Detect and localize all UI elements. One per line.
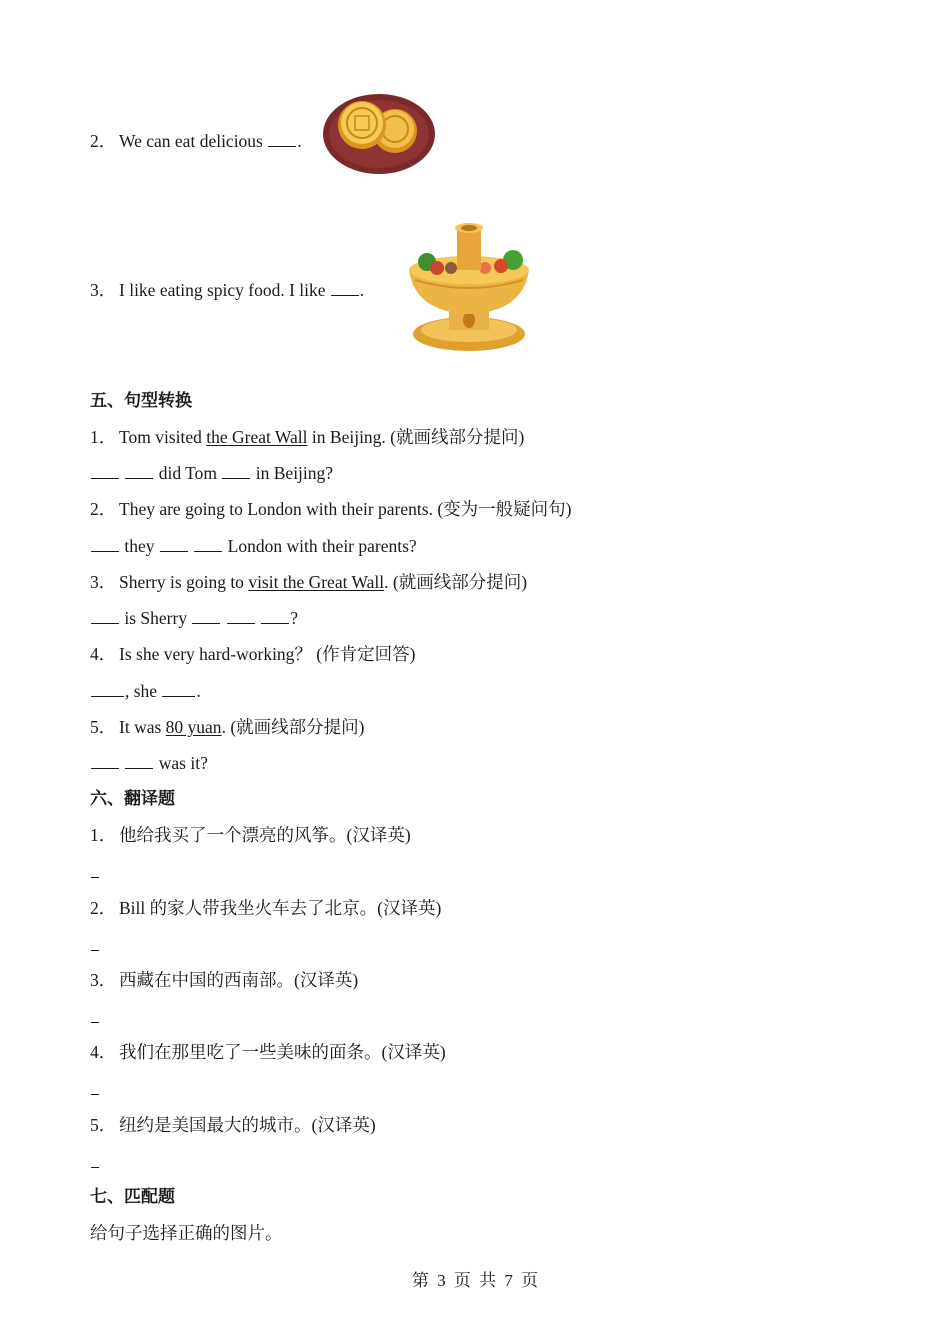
answer-blank[interactable] xyxy=(91,608,119,624)
underlined-phrase: 80 yuan xyxy=(165,717,222,737)
question-number: 3． xyxy=(90,572,117,592)
question-number: 2． xyxy=(90,898,117,918)
question-end: . xyxy=(359,280,365,300)
question-5-2 xyxy=(90,498,571,520)
question-6-5 xyxy=(90,1114,376,1136)
question-text: 西藏在中国的西南部。(汉译英) xyxy=(119,970,359,990)
section-7-instruction: 给句子选择正确的图片。 xyxy=(90,1223,283,1243)
answer-blank[interactable] xyxy=(331,280,359,296)
answer-text: , she xyxy=(125,681,162,701)
answer-5-4 xyxy=(90,680,201,702)
answer-5-1 xyxy=(90,462,333,484)
question-number: 4． xyxy=(90,644,117,664)
question-5-4 xyxy=(90,643,415,665)
answer-text: is Sherry xyxy=(120,608,192,628)
answer-blank[interactable] xyxy=(268,131,296,147)
question-4-2 xyxy=(90,130,302,152)
answer-text: did Tom xyxy=(154,463,222,483)
question-5-3 xyxy=(90,571,527,593)
answer-blank[interactable] xyxy=(222,463,250,479)
answer-blank[interactable] xyxy=(227,608,255,624)
answer-text: London with their parents? xyxy=(223,536,417,556)
answer-5-5 xyxy=(90,752,208,774)
question-5-5 xyxy=(90,716,364,738)
question-text: We can eat delicious xyxy=(119,131,268,151)
answer-blank[interactable] xyxy=(194,536,222,552)
question-text: 他给我买了一个漂亮的风筝。(汉译英) xyxy=(119,825,411,845)
question-number: 1． xyxy=(90,825,117,845)
question-text: Bill 的家人带我坐火车去了北京。(汉译英) xyxy=(119,898,442,918)
question-text: They are going to London with their parents. (变为一般疑问句) xyxy=(119,499,572,519)
question-number: 5． xyxy=(90,717,117,737)
mooncake-image xyxy=(322,93,436,175)
answer-text: ? xyxy=(290,608,298,628)
question-instruction: . (就画线部分提问) xyxy=(221,717,365,737)
question-5-1 xyxy=(90,426,524,448)
answer-line[interactable] xyxy=(91,1022,99,1023)
section-7-heading: 七、匹配题 xyxy=(90,1187,175,1207)
hot-pot-image xyxy=(405,222,535,354)
question-6-1 xyxy=(90,824,411,846)
question-number: 2． xyxy=(90,499,117,519)
answer-text: was it? xyxy=(154,753,208,773)
answer-blank[interactable] xyxy=(91,681,124,697)
answer-blank[interactable] xyxy=(91,753,119,769)
answer-blank[interactable] xyxy=(160,536,188,552)
page-footer: 第 3 页 共 7 页 xyxy=(411,1271,539,1290)
answer-blank[interactable] xyxy=(125,463,153,479)
question-end: . xyxy=(297,131,302,151)
question-number: 3． xyxy=(90,970,117,990)
section-6-heading: 六、翻译题 xyxy=(90,789,175,809)
question-number: 2． xyxy=(90,131,117,151)
answer-blank[interactable] xyxy=(162,681,195,697)
question-text: I like eating spicy food. I like xyxy=(119,280,330,300)
answer-line[interactable] xyxy=(91,950,99,951)
question-number: 4． xyxy=(90,1042,117,1062)
answer-text: . xyxy=(196,681,201,701)
underlined-phrase: visit the Great Wall xyxy=(248,572,385,592)
answer-text: in Beijing? xyxy=(251,463,334,483)
question-text: Is she very hard-working？ (作肯定回答) xyxy=(119,644,416,664)
question-text: 我们在那里吃了一些美味的面条。(汉译英) xyxy=(119,1042,446,1062)
answer-blank[interactable] xyxy=(261,608,289,624)
question-text: 纽约是美国最大的城市。(汉译英) xyxy=(119,1115,376,1135)
answer-blank[interactable] xyxy=(192,608,220,624)
question-text: It was xyxy=(119,717,166,737)
question-number: 5． xyxy=(90,1115,117,1135)
question-6-2 xyxy=(90,897,441,919)
question-text: Sherry is going to xyxy=(119,572,249,592)
question-text: Tom visited xyxy=(119,427,207,447)
answer-line[interactable] xyxy=(91,1167,99,1168)
answer-5-3 xyxy=(90,607,298,629)
question-6-4 xyxy=(90,1041,446,1063)
question-number: 1． xyxy=(90,427,117,447)
underlined-phrase: the Great Wall xyxy=(206,427,308,447)
question-instruction: . (就画线部分提问) xyxy=(384,572,528,592)
answer-blank[interactable] xyxy=(91,463,119,479)
question-4-3 xyxy=(90,279,364,301)
answer-blank[interactable] xyxy=(91,536,119,552)
answer-line[interactable] xyxy=(91,877,99,878)
section-5-heading: 五、句型转换 xyxy=(90,391,192,411)
question-instruction: in Beijing. (就画线部分提问) xyxy=(307,427,525,447)
answer-blank[interactable] xyxy=(125,753,153,769)
answer-text: they xyxy=(120,536,159,556)
answer-line[interactable] xyxy=(91,1094,99,1095)
question-6-3 xyxy=(90,969,358,991)
question-number: 3． xyxy=(90,280,117,300)
answer-5-2 xyxy=(90,535,417,557)
